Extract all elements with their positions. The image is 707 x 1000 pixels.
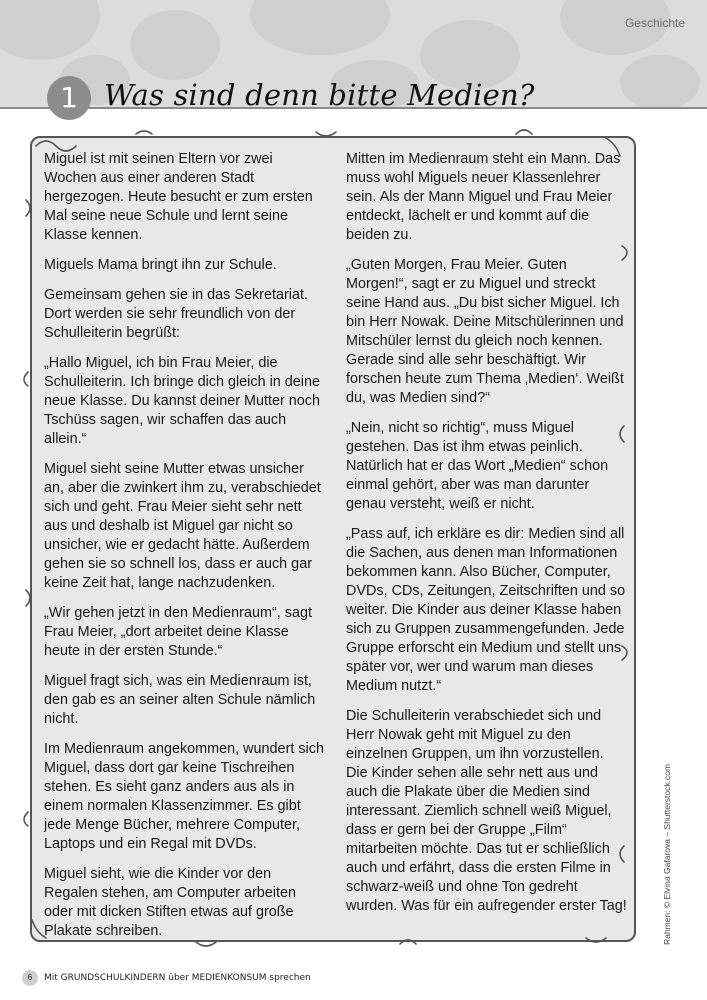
- subject-label: Geschichte: [624, 16, 685, 30]
- story-column-right: [346, 150, 628, 927]
- paragraph: Miguel fragt sich, was ein Medienraum ist, den gab es an seiner alten Schule nämlich nicht.: [44, 673, 316, 727]
- page-number: 6: [22, 970, 38, 986]
- image-credit: Rahmen: © Elvina Gafarova – Shutterstock.com: [662, 763, 672, 945]
- paragraph: „Hallo Miguel, ich bin Frau Meier, die Schulleiterin. Ich bringe dich gleich in deine neue Klasse. Du kannst deiner Mutter noch Tschüss sagen, wir schaffen das auch allein.“: [44, 355, 320, 447]
- paragraph: „Nein, nicht so richtig“, muss Miguel gestehen. Das ist ihm etwas peinlich. Natürlich hat er das Wort „Medien“ schon einmal gehört, aber was man darunter genau versteht, weiß er nicht.: [346, 420, 609, 512]
- story-column-left: [44, 150, 326, 952]
- paragraph: Miguel sieht, wie die Kinder vor den Regalen stehen, am Computer arbeiten oder mit dicken Stiften etwas auf große Plakate schreiben.: [44, 866, 296, 939]
- paragraph: Miguel sieht seine Mutter etwas unsicher an, aber die zwinkert ihm zu, verabschiedet sich und geht. Frau Meier sieht sehr nett aus und deshalb ist Miguel gar nicht so unsicher, wie er gedacht hätte. Außerdem gehen sie so schnell los, dass er auch gar keine Zeit hat, lange nachzudenken.: [44, 461, 321, 591]
- chapter-title: Was sind denn bitte Medien?: [104, 78, 535, 112]
- chapter-number: 1: [47, 76, 91, 120]
- footer-book-title: Mit GRUNDSCHULKINDERN über MEDIENKONSUM sprechen: [44, 973, 311, 983]
- page-footer: [22, 970, 311, 986]
- paragraph: Miguels Mama bringt ihn zur Schule.: [44, 257, 277, 273]
- paragraph: „Guten Morgen, Frau Meier. Guten Morgen!“, sagt er zu Miguel und streckt seine Hand aus. „Du bist sicher Miguel. Ich bin Herr Nowak. Deine Mitschülerinnen und Mitschüler lernst du gleich noch kennen. Gerade sind alle sehr beschäftigt. Wir forschen heute zum Thema ‚Medien‘. Weißt du, was Medien sind?“: [346, 257, 624, 406]
- paragraph: Miguel ist mit seinen Eltern vor zwei Wochen aus einer anderen Stadt hergezogen. Heute besucht er zum ersten Mal seine neue Schule und lernt seine Klasse kennen.: [44, 151, 313, 243]
- paragraph: „Pass auf, ich erkläre es dir: Medien sind all die Sachen, aus denen man Informationen bekommen kann. Also Bücher, Computer, DVDs, CDs, Zeitungen, Zeitschriften und so weiter. Die Kinder aus deiner Klasse haben sich zu Gruppen zusammengefunden. Jede Gruppe erforscht ein Medium und stellt uns später vor, wer und warum man dieses Medium nutzt.“: [346, 526, 626, 694]
- paragraph: Im Medienraum angekommen, wundert sich Miguel, dass dort gar keine Tischreihen stehen. Es sieht ganz anders aus als in einem normalen Klassenzimmer. Es gibt jede Menge Bücher, mehrere Computer, Laptops und ein Regal mit DVDs.: [44, 741, 324, 852]
- paragraph: „Wir gehen jetzt in den Medienraum“, sagt Frau Meier, „dort arbeitet deine Klasse heute in der ersten Stunde.“: [44, 605, 312, 659]
- paragraph: Mitten im Medienraum steht ein Mann. Das muss wohl Miguels neuer Klassenlehrer sein. Als der Mann Miguel und Frau Meier entdeckt, lächelt er und kommt auf die beiden zu.: [346, 151, 621, 243]
- paragraph: Die Schulleiterin verabschiedet sich und Herr Nowak geht mit Miguel zu den einzelnen Gruppen, um ihn vorzustellen. Die Kinder sehen alle sehr nett aus und auch die Plakate über die Medien sind interessant. Ziemlich schnell weiß Miguel, dass er gern bei der Gruppe „Film“ mitarbeiten möchte. Das tut er schließlich auch und erfährt, dass die ersten Filme in schwarz-weiß und ohne Ton gedreht wurden. Was für ein aufregender erster Tag!: [346, 708, 627, 914]
- paragraph: Gemeinsam gehen sie in das Sekretariat. Dort werden sie sehr freundlich von der Schulleiterin begrüßt:: [44, 287, 308, 341]
